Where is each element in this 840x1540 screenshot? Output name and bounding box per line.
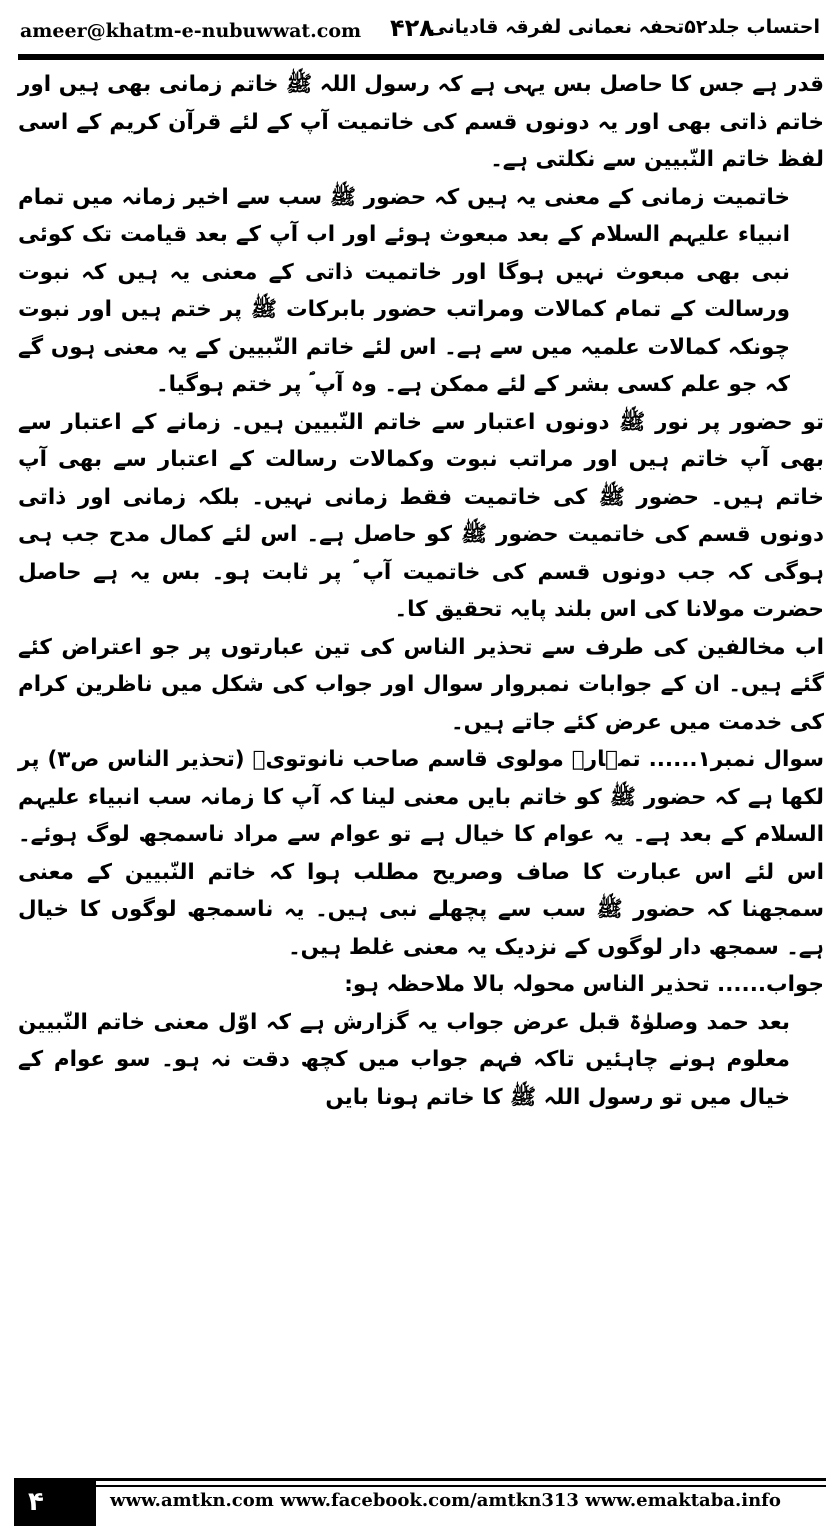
page-footer	[14, 1478, 826, 1526]
paragraph: قدر ہے جس کا حاصل بس یہی ہے کہ رسول اللہ ﷺ خاتم زمانی بھی ہیں اور خاتم ذاتی بھی اور یہ دونوں قسم کی خاتمیت آپ کے لئے قرآن کریم کے اسی لفظ خاتم النّبیین سے نکلتی ہے۔	[18, 72, 824, 172]
paragraph: تو حضور پر نور ﷺ دونوں اعتبار سے خاتم النّبیین ہیں۔ زمانے کے اعتبار سے بھی آپ خاتم ہیں اور مراتب نبوت وکمالات رسالت کے اعتبار سے بھی آپ خاتم ہیں۔ حضور ﷺ کی خاتمیت فقط زمانی نہیں۔ بلکہ زمانی اور ذاتی دونوں قسم کی خاتمیت حضور ﷺ کو حاصل ہے۔ اس لئے کمال مدح جب ہی ہوگی کہ جب دونوں قسم کی خاتمیت آپ ؐ پر ثابت ہو۔ بس یہ ہے حاصل حضرت مولانا کی اس بلند پایہ تحقیق کا۔	[18, 409, 824, 622]
book-title: احتساب جلد۵۲تحفہ نعمانی لفرقہ قادیانی	[428, 16, 820, 38]
document-body	[18, 66, 824, 1466]
header-email: ameer@khatm-e-nubuwwat.com	[20, 20, 362, 42]
footer-page-badge: ۴	[14, 1478, 96, 1526]
answer-heading: جواب...... تحذیر الناس محولہ بالا ملاحظہ ہو:	[344, 972, 824, 997]
header-rule	[18, 54, 824, 60]
page-header	[18, 14, 824, 46]
footer-rule-thin	[96, 1485, 826, 1487]
footer-urls: www.amtkn.com www.facebook.com/amtkn313 www.emaktaba.info	[110, 1490, 781, 1511]
paragraph: بعد حمد وصلوٰۃ قبل عرض جواب یہ گزارش ہے کہ اوّل معنی خاتم النّبیین معلوم ہونے چاہئیں تاکہ فہم جواب میں کچھ دقت نہ ہو۔ سو عوام کے خیال میں تو رسول اللہ ﷺ کا خاتم ہونا بایں	[18, 1009, 790, 1110]
page-number: ۴۲۸	[390, 14, 434, 42]
paragraph: خاتمیت زمانی کے معنی یہ ہیں کہ حضور ﷺ سب سے اخیر زمانہ میں تمام انبیاء علیہم السلام کے بعد مبعوث ہوئے اور اب آپ کے بعد قیامت تک کوئی نبی بھی مبعوث نہیں ہوگا اور خاتمیت ذاتی کے معنی یہ ہیں کہ نبوت ورسالت کے تمام کمالات ومراتب حضور بابرکات ﷺ پر ختم ہیں اور نبوت چونکہ کمالات علمیہ میں سے ہے۔ اس لئے خاتم النّبیین کے یہ معنی ہوں گے کہ جو علم کسی بشر کے لئے ممکن ہے۔ وہ آپ ؐ پر ختم ہوگیا۔	[18, 184, 790, 397]
paragraph: اب مخالفین کی طرف سے تحذیر الناس کی تین عبارتوں پر جو اعتراض کئے گئے ہیں۔ ان کے جوابات نمبروار سوال اور جواب کی شکل میں ناظرین کرام کی خدمت میں عرض کئے جاتے ہیں۔	[18, 634, 824, 735]
question-paragraph: سوال نمبر۱...... تمہارے مولوی قاسم صاحب نانوتویؒ (تحذیر الناس ص۳) پر لکھا ہے کہ حضور ﷺ کو خاتم بایں معنی لینا کہ آپ کا زمانہ سب انبیاء علیہم السلام کے بعد ہے۔ یہ عوام کا خیال ہے تو عوام سے مراد ناسمجھ لوگ ہوئے۔ اس لئے اس عبارت کا صاف وصریح مطلب ہوا کہ خاتم النّبیین کے معنی سمجھنا کہ حضور ﷺ سب سے پچھلے نبی ہیں۔ یہ ناسمجھ لوگوں کا خیال ہے۔ سمجھ دار لوگوں کے نزدیک یہ معنی غلط ہیں۔	[18, 747, 824, 960]
footer-rule	[96, 1478, 826, 1485]
